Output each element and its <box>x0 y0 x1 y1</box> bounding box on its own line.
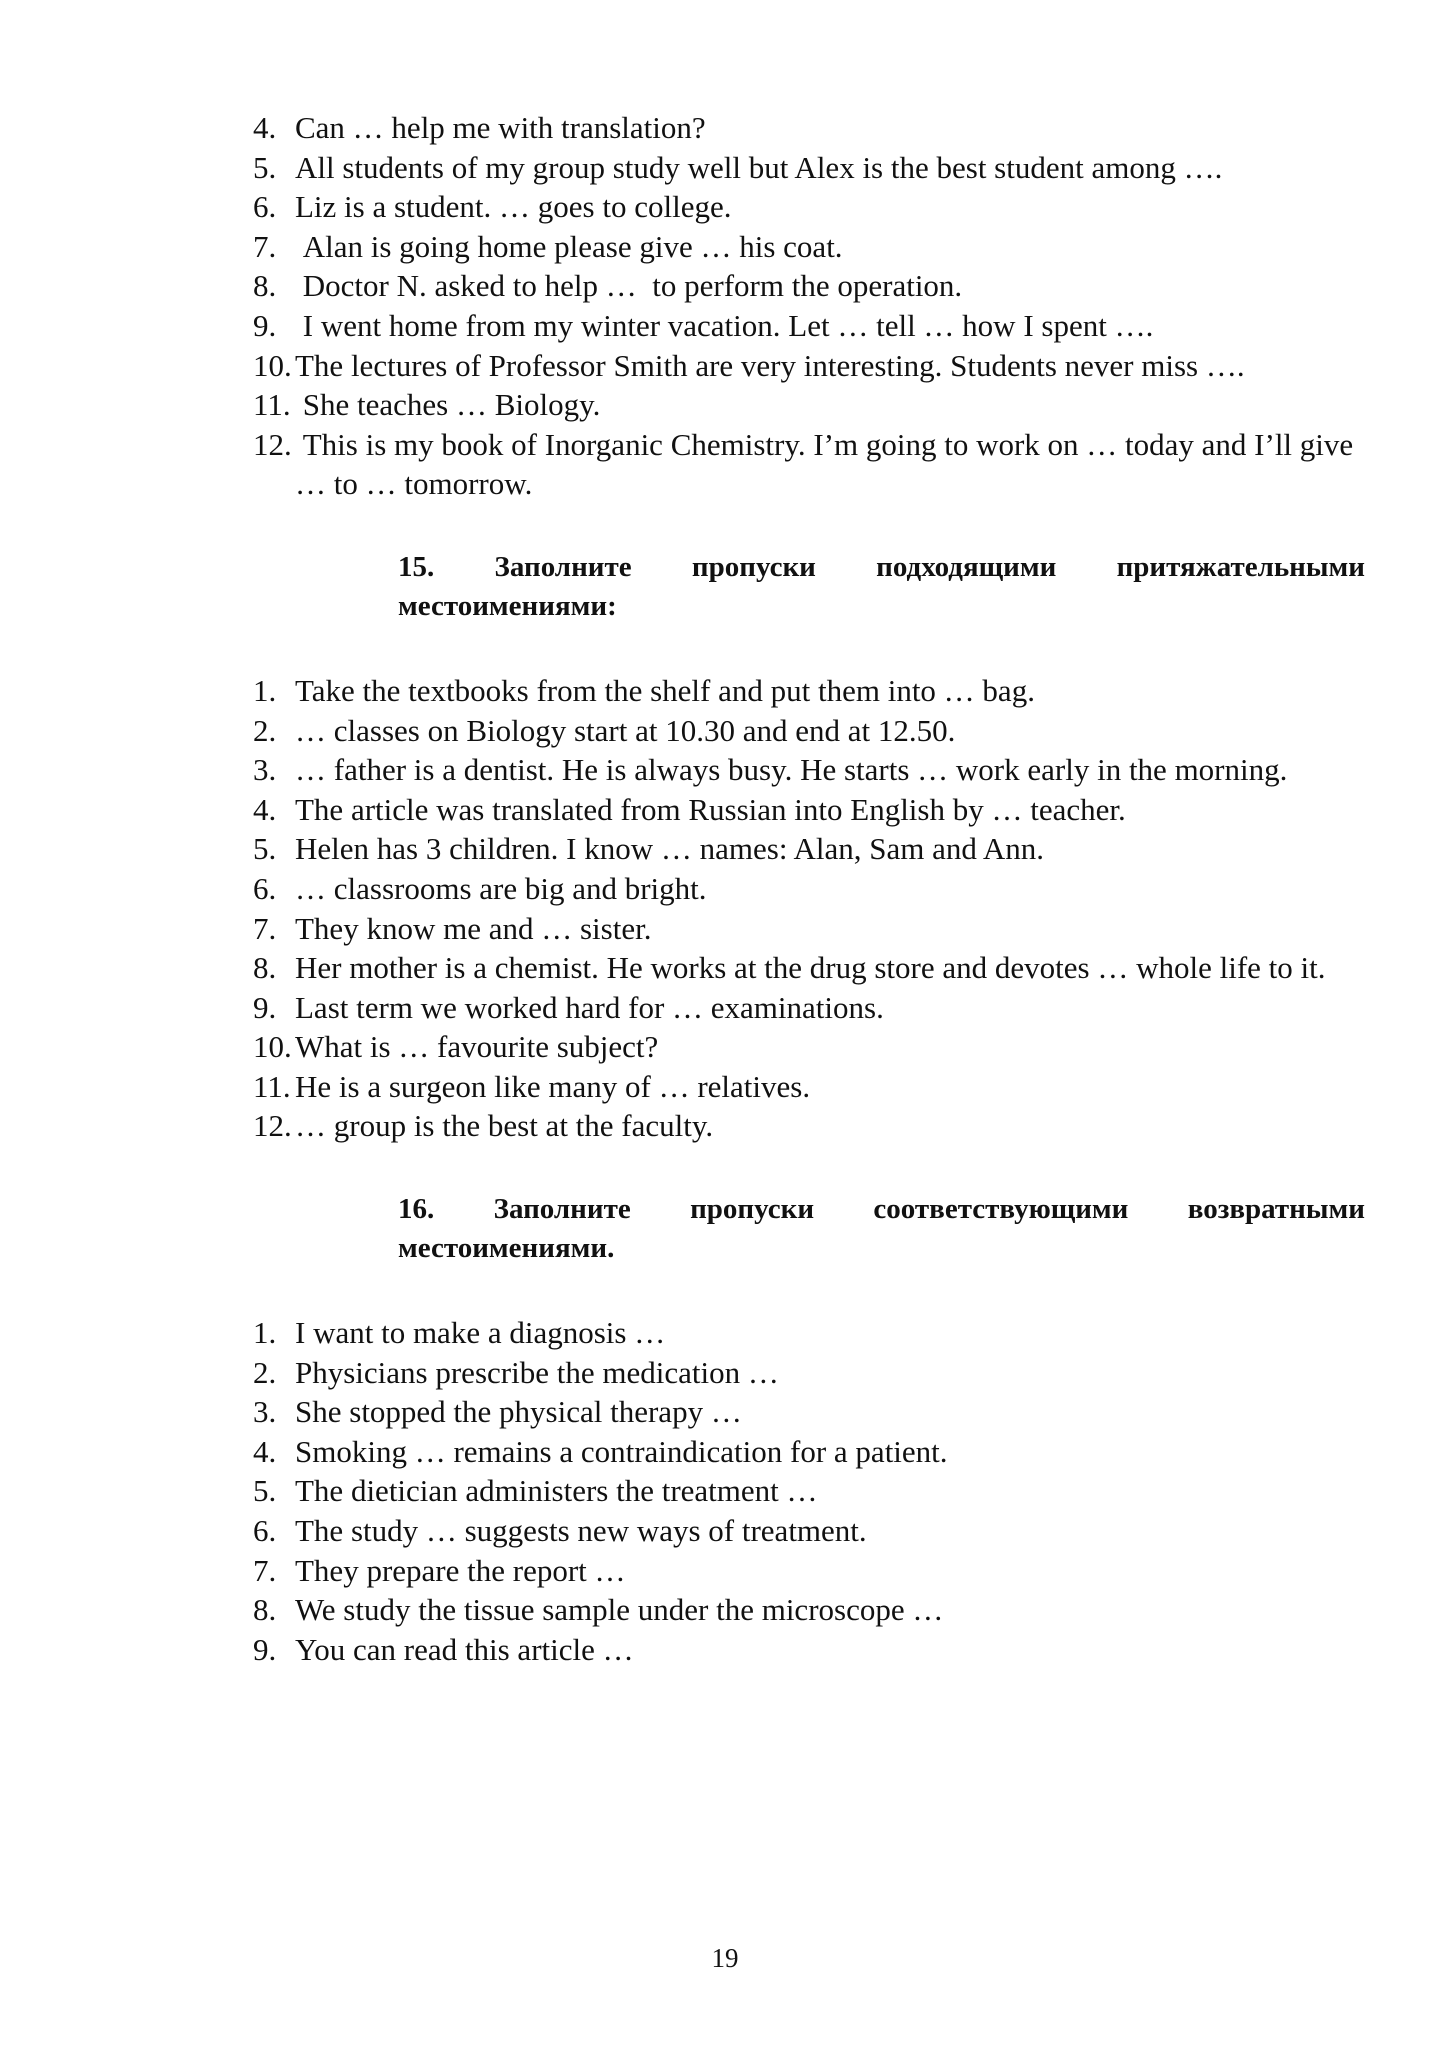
list-item <box>253 1471 1365 1511</box>
list-item <box>253 187 1365 227</box>
item-number: 8. <box>253 950 277 986</box>
list-item <box>253 948 1365 988</box>
list-item <box>253 385 1365 425</box>
item-number: 9. <box>253 989 277 1025</box>
item-number: 6. <box>253 870 277 906</box>
item-number: 9. <box>253 307 277 343</box>
item-number: 4. <box>253 791 277 827</box>
item-text: Doctor N. asked to help … to perform the operation. <box>295 268 963 304</box>
list-item <box>253 425 1365 504</box>
item-text: All students of my group study well but Alex is the best student among …. <box>295 149 1223 185</box>
list-item <box>253 148 1365 188</box>
exercise-15-list <box>253 671 1365 1146</box>
item-number: 8. <box>253 268 277 304</box>
item-number: 10. <box>253 347 292 383</box>
item-number: 5. <box>253 1473 277 1509</box>
item-text: Physicians prescribe the medication … <box>295 1354 779 1390</box>
item-text: … classrooms are big and bright. <box>295 870 707 906</box>
item-text: Take the textbooks from the shelf and put them into … bag. <box>295 672 1035 708</box>
list-item <box>253 711 1365 751</box>
item-text: They know me and … sister. <box>295 910 652 946</box>
item-text: … group is the best at the faculty. <box>295 1108 714 1144</box>
list-item <box>253 988 1365 1028</box>
exercise-14-list <box>253 108 1365 504</box>
list-item <box>253 1027 1365 1067</box>
list-item <box>253 266 1365 306</box>
item-text: The study … suggests new ways of treatment. <box>295 1513 867 1549</box>
list-item <box>253 750 1365 790</box>
item-number: 8. <box>253 1592 277 1628</box>
item-text: The dietician administers the treatment … <box>295 1473 818 1509</box>
item-number: 7. <box>253 228 277 264</box>
item-number: 5. <box>253 149 277 185</box>
list-item <box>253 1392 1365 1432</box>
item-number: 2. <box>253 712 277 748</box>
list-item <box>253 1511 1365 1551</box>
item-number: 9. <box>253 1631 277 1667</box>
list-item <box>253 108 1365 148</box>
item-text: Alan is going home please give … his coat. <box>295 228 843 264</box>
item-number: 6. <box>253 189 277 225</box>
item-text: They prepare the report … <box>295 1552 626 1588</box>
list-item <box>253 1590 1365 1630</box>
item-text: Her mother is a chemist. He works at the drug store and devotes … whole life to it. <box>295 950 1326 986</box>
list-item <box>253 306 1365 346</box>
item-text: … father is a dentist. He is always busy. He starts … work early in the morning. <box>295 752 1288 788</box>
exercise-16-heading: 16. Заполните пропуски соответствующими возвратными местоимениями. <box>398 1193 1365 1265</box>
item-text: Helen has 3 children. I know … names: Alan, Sam and Ann. <box>295 831 1045 867</box>
list-item <box>253 1313 1365 1353</box>
list-item <box>253 909 1365 949</box>
item-text: You can read this article … <box>295 1631 634 1667</box>
item-text: She teaches … Biology. <box>295 387 601 423</box>
item-number: 6. <box>253 1513 277 1549</box>
list-item <box>253 1551 1365 1591</box>
item-text: He is a surgeon like many of … relatives. <box>295 1068 811 1104</box>
item-number: 5. <box>253 831 277 867</box>
item-number: 3. <box>253 1394 277 1430</box>
item-text: I went home from my winter vacation. Let … tell … how I spent …. <box>295 307 1154 343</box>
item-number: 12. <box>253 426 292 462</box>
page-number: 19 <box>711 1943 739 1973</box>
list-item <box>253 1067 1365 1107</box>
item-number: 11. <box>253 1068 291 1104</box>
item-number: 2. <box>253 1354 277 1390</box>
item-number: 4. <box>253 110 277 145</box>
item-number: 4. <box>253 1433 277 1469</box>
list-item <box>253 1106 1365 1146</box>
list-item <box>253 790 1365 830</box>
item-text: The article was translated from Russian into English by … teacher. <box>295 791 1126 827</box>
list-item <box>253 227 1365 267</box>
page-content <box>253 108 1365 1669</box>
list-item <box>253 869 1365 909</box>
item-text: Liz is a student. … goes to college. <box>295 189 732 225</box>
item-text: I want to make a diagnosis … <box>295 1315 666 1351</box>
list-item <box>253 1353 1365 1393</box>
item-text: This is my book of Inorganic Chemistry. I’m going to work on … today and I’ll give … to … tomorrow. <box>295 426 1361 502</box>
item-text: What is … favourite subject? <box>295 1029 659 1065</box>
item-number: 1. <box>253 1315 277 1351</box>
item-number: 12. <box>253 1108 292 1144</box>
list-item <box>253 1432 1365 1472</box>
item-number: 10. <box>253 1029 292 1065</box>
item-text: The lectures of Professor Smith are very interesting. Students never miss …. <box>295 347 1245 383</box>
item-text: Smoking … remains a contraindication for a patient. <box>295 1433 948 1469</box>
list-item <box>253 829 1365 869</box>
item-text: We study the tissue sample under the microscope … <box>295 1592 944 1628</box>
item-number: 11. <box>253 387 291 423</box>
item-text: She stopped the physical therapy … <box>295 1394 742 1430</box>
item-number: 3. <box>253 752 277 788</box>
exercise-15-heading: 15. Заполните пропуски подходящими притяжательными местоимениями: <box>398 550 1365 622</box>
exercise-16-list <box>253 1313 1365 1669</box>
item-text: Can … help me with translation? <box>295 110 706 145</box>
list-item <box>253 671 1365 711</box>
list-item <box>253 1630 1365 1670</box>
list-item <box>253 346 1365 386</box>
item-text: … classes on Biology start at 10.30 and end at 12.50. <box>295 712 956 748</box>
item-number: 7. <box>253 1552 277 1588</box>
item-number: 7. <box>253 910 277 946</box>
item-number: 1. <box>253 672 277 708</box>
item-text: Last term we worked hard for … examinations. <box>295 989 884 1025</box>
